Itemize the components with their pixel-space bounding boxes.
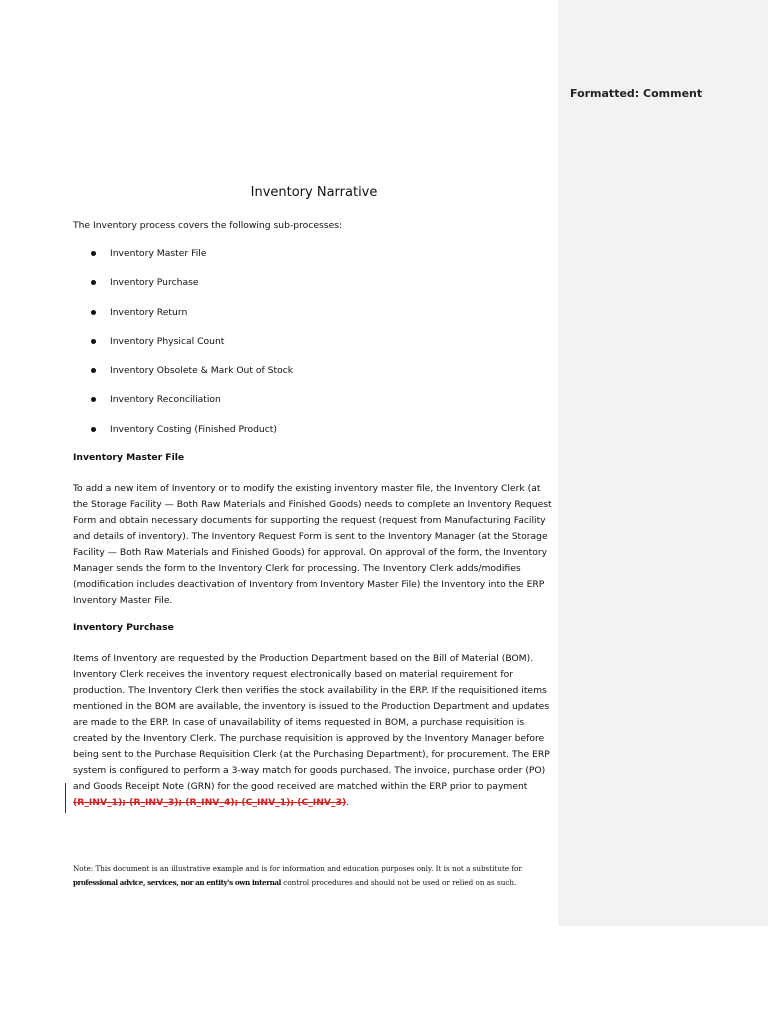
text-line: system is configured to perform a 3-way match for goods purchased. The invoice, purchase order (PO) <box>73 765 546 776</box>
bullet-icon <box>91 310 96 315</box>
list-item <box>88 275 293 304</box>
list-item <box>88 363 293 392</box>
list-item-label: Inventory Return <box>110 306 188 318</box>
bullet-icon <box>91 368 96 373</box>
trailing-period: . <box>346 797 350 808</box>
bullet-icon <box>91 397 96 402</box>
purchase-heading: Inventory Purchase <box>73 622 174 633</box>
text-line: Items of Inventory are requested by the Production Department based on the Bill of Material (BOM). <box>73 653 534 664</box>
master-file-paragraph <box>73 481 552 609</box>
disclaimer-note <box>73 862 553 890</box>
deleted-control-refs: (R_INV_1); (R_INV_3); (R_INV_4); (C_INV_1); (C_INV_3) <box>73 797 347 808</box>
list-item <box>88 334 293 363</box>
list-item <box>88 392 293 421</box>
bullet-icon <box>91 251 96 256</box>
purchase-paragraph <box>73 651 548 811</box>
text-line: Inventory Clerk receives the inventory request electronically based on material requirement for <box>73 669 513 680</box>
text-line: Facility — Both Raw Materials and Finished Goods) for approval. On approval of the form, the Inventory <box>73 547 548 558</box>
bullet-icon <box>91 339 96 344</box>
text-line: production. The Inventory Clerk then verifies the stock availability in the ERP. If the requisitioned items <box>73 685 547 696</box>
text-line: Manager sends the form to the Inventory Clerk for processing. The Inventory Clerk adds/modifies <box>73 563 521 574</box>
text-line: Form and obtain necessary documents for supporting the request (request from Manufacturing Facility <box>73 515 546 526</box>
intro-paragraph: The Inventory process covers the following sub-processes: <box>73 220 343 231</box>
revision-change-bar <box>65 783 66 813</box>
note-bold-text: professional advice, services, nor an entity's own internal <box>73 878 282 887</box>
note-line: Note: This document is an illustrative example and is for information and education purposes only. It is not a substitute for <box>73 864 522 873</box>
text-line: created by the Inventory Clerk. The purchase requisition is approved by the Inventory Manager before <box>73 733 545 744</box>
text-line: the Storage Facility — Both Raw Materials and Finished Goods) needs to complete an Inventory Request <box>73 499 552 510</box>
text-line: and Goods Receipt Note (GRN) for the good received are matched within the ERP prior to payment <box>73 781 528 792</box>
text-line: are made to the ERP. In case of unavailability of items requested in BOM, a purchase requisition is <box>73 717 525 728</box>
note-line <box>73 876 553 890</box>
list-item <box>88 246 293 275</box>
list-item <box>88 305 293 334</box>
document-title: Inventory Narrative <box>250 185 378 200</box>
list-item-label: Inventory Master File <box>110 248 207 259</box>
comment-pane <box>558 0 768 926</box>
text-line: (modification includes deactivation of Inventory from Inventory Master File) the Inventory into the ERP <box>73 579 545 590</box>
text-line: mentioned in the BOM are available, the inventory is issued to the Production Department and updates <box>73 701 550 712</box>
list-item-label: Inventory Reconciliation <box>110 394 221 406</box>
text-line: Inventory Master File. <box>73 595 173 606</box>
bullet-icon <box>91 280 96 285</box>
list-item-label: Inventory Physical Count <box>110 335 225 347</box>
list-item-label: Inventory Obsolete & Mark Out of Stock <box>110 365 294 377</box>
list-item-label: Inventory Purchase <box>110 277 199 289</box>
bullet-icon <box>91 427 96 432</box>
master-file-heading: Inventory Master File <box>73 452 185 463</box>
note-rest-text: control procedures and should not be used or relied on as such. <box>281 878 517 887</box>
text-line: being sent to the Purchase Requisition Clerk (at the Purchasing Department), for procurement. The ERP <box>73 749 550 760</box>
text-line <box>73 795 548 811</box>
text-line: and details of inventory). The Inventory Request Form is sent to the Inventory Manager (at the Storage <box>73 531 548 542</box>
subprocess-list <box>88 246 293 451</box>
list-item <box>88 422 293 451</box>
text-line: To add a new item of Inventory or to modify the existing inventory master file, the Inventory Clerk (at <box>73 483 541 494</box>
list-item-label: Inventory Costing (Finished Product) <box>110 423 277 435</box>
comment-format-label[interactable]: Formatted: Comment <box>570 87 703 100</box>
